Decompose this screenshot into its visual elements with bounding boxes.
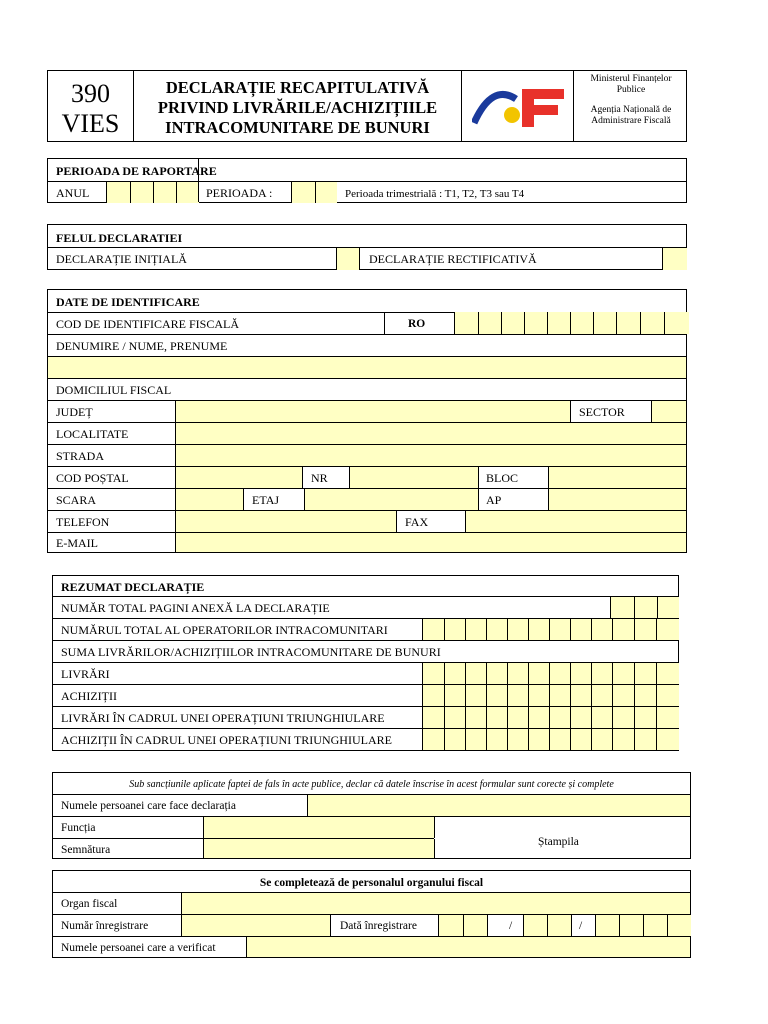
fax-label: FAX bbox=[405, 515, 429, 529]
name-input[interactable] bbox=[48, 357, 686, 378]
form-code: 390 VIES bbox=[61, 79, 120, 138]
section-title: PERIOADA DE RAPORTARE bbox=[56, 164, 217, 178]
sector-input[interactable] bbox=[651, 401, 686, 422]
pages-input[interactable] bbox=[610, 597, 678, 618]
period-input[interactable] bbox=[291, 182, 337, 203]
ap-label: AP bbox=[486, 493, 502, 507]
postal-input[interactable] bbox=[175, 467, 303, 488]
tri-acquisitions-label: ACHIZIȚII ÎN CADRUL UNEI OPERAȚIUNI TRIUNGHIULARE bbox=[61, 733, 392, 747]
form-header bbox=[47, 70, 687, 142]
period-label: PERIOADA : bbox=[206, 186, 273, 200]
reg-date-input[interactable] bbox=[438, 915, 690, 936]
locality-input[interactable] bbox=[175, 423, 686, 444]
identification-section bbox=[47, 289, 687, 553]
bloc-input[interactable] bbox=[548, 467, 686, 488]
reg-date-label: Dată înregistrare bbox=[340, 920, 417, 932]
acquisitions-label: ACHIZIȚII bbox=[61, 689, 117, 703]
county-label: JUDEȚ bbox=[56, 405, 93, 419]
ap-input[interactable] bbox=[548, 489, 686, 510]
year-label: ANUL bbox=[56, 186, 90, 200]
date-separator: / bbox=[509, 920, 513, 932]
scara-input[interactable] bbox=[175, 489, 244, 510]
locality-label: LOCALITATE bbox=[56, 427, 129, 441]
sum-label: SUMA LIVRĂRILOR/ACHIZIȚIILOR INTRACOMUNITARE DE BUNURI bbox=[61, 645, 441, 659]
stamp-label: Ștampila bbox=[538, 836, 579, 848]
rectificative-checkbox[interactable] bbox=[662, 248, 687, 270]
pages-label: NUMĂR TOTAL PAGINI ANEXĂ LA DECLARAȚIE bbox=[61, 601, 330, 615]
declaration-statement: Sub sancțiunile aplicate faptei de fals în acte publice, declar că datele înscrise în acest formular sunt corecte și complete bbox=[129, 779, 614, 790]
acquisitions-input[interactable] bbox=[422, 685, 678, 706]
section-title: REZUMAT DECLARAȚIE bbox=[61, 580, 205, 594]
section-title: Se completează de personalul organului fiscal bbox=[259, 877, 484, 889]
cif-input[interactable] bbox=[454, 312, 688, 334]
fiscal-organ-section bbox=[52, 870, 691, 958]
reg-no-label: Număr înregistrare bbox=[61, 920, 149, 932]
tri-deliveries-input[interactable] bbox=[422, 707, 678, 728]
domicile-label: DOMICILIUL FISCAL bbox=[56, 383, 172, 397]
form-title: DECLARAȚIE RECAPITULATIVĂ PRIVIND LIVRĂRILE/ACHIZIȚIILE INTRACOMUNITARE DE BUNURI bbox=[157, 78, 438, 137]
verifier-label: Numele persoanei care a verificat bbox=[61, 942, 216, 954]
signature-input[interactable] bbox=[203, 839, 435, 858]
cif-label: COD DE IDENTIFICARE FISCALĂ bbox=[56, 317, 239, 331]
tri-acquisitions-input[interactable] bbox=[422, 729, 678, 750]
etaj-input[interactable] bbox=[304, 489, 479, 510]
operators-input[interactable] bbox=[422, 619, 678, 640]
name-label: DENUMIRE / NUME, PRENUME bbox=[56, 339, 228, 353]
county-input[interactable] bbox=[175, 401, 571, 422]
organ-input[interactable] bbox=[181, 893, 690, 914]
reporting-period-section bbox=[47, 158, 687, 203]
bloc-label: BLOC bbox=[486, 471, 519, 485]
phone-label: TELEFON bbox=[56, 515, 110, 529]
scara-label: SCARA bbox=[56, 493, 97, 507]
street-label: STRADA bbox=[56, 449, 105, 463]
function-label: Funcția bbox=[61, 822, 96, 834]
fax-input[interactable] bbox=[465, 511, 686, 532]
section-title: FELUL DECLARATIEI bbox=[56, 231, 183, 245]
section-title: DATE DE IDENTIFICARE bbox=[56, 295, 200, 309]
year-input[interactable] bbox=[106, 182, 198, 203]
deliveries-label: LIVRĂRI bbox=[61, 667, 110, 681]
nr-input[interactable] bbox=[349, 467, 479, 488]
signature-label: Semnătura bbox=[61, 844, 111, 856]
anaf-logo bbox=[472, 81, 566, 131]
reg-no-input[interactable] bbox=[181, 915, 331, 936]
email-input[interactable] bbox=[175, 533, 686, 552]
ro-prefix: RO bbox=[408, 318, 426, 330]
person-input[interactable] bbox=[307, 795, 690, 816]
verifier-input[interactable] bbox=[246, 937, 690, 957]
organ-label: Organ fiscal bbox=[61, 898, 118, 910]
operators-label: NUMĂRUL TOTAL AL OPERATORILOR INTRACOMUNITARI bbox=[61, 623, 388, 637]
street-input[interactable] bbox=[175, 445, 686, 466]
nr-label: NR bbox=[311, 471, 328, 485]
declarant-section bbox=[52, 772, 691, 859]
summary-section bbox=[52, 575, 679, 751]
function-input[interactable] bbox=[203, 817, 435, 838]
initial-label: DECLARAȚIE INIȚIALĂ bbox=[56, 252, 187, 266]
ministry-label: Ministerul Finanțelor Publice Agenția Națională de Administrare Fiscală bbox=[590, 74, 672, 126]
period-hint: Perioada trimestrială : T1, T2, T3 sau T4 bbox=[345, 188, 525, 200]
declaration-type-section bbox=[47, 224, 687, 270]
initial-checkbox[interactable] bbox=[336, 248, 360, 270]
sector-label: SECTOR bbox=[579, 405, 625, 419]
rectificative-label: DECLARAȚIE RECTIFICATIVĂ bbox=[369, 252, 537, 266]
tri-deliveries-label: LIVRĂRI ÎN CADRUL UNEI OPERAȚIUNI TRIUNGHIULARE bbox=[61, 711, 385, 725]
postal-label: COD POȘTAL bbox=[56, 471, 129, 485]
deliveries-input[interactable] bbox=[422, 663, 678, 684]
phone-input[interactable] bbox=[175, 511, 397, 532]
etaj-label: ETAJ bbox=[252, 493, 280, 507]
date-separator: / bbox=[579, 920, 583, 932]
email-label: E-MAIL bbox=[56, 536, 98, 550]
person-label: Numele persoanei care face declarația bbox=[61, 800, 236, 812]
